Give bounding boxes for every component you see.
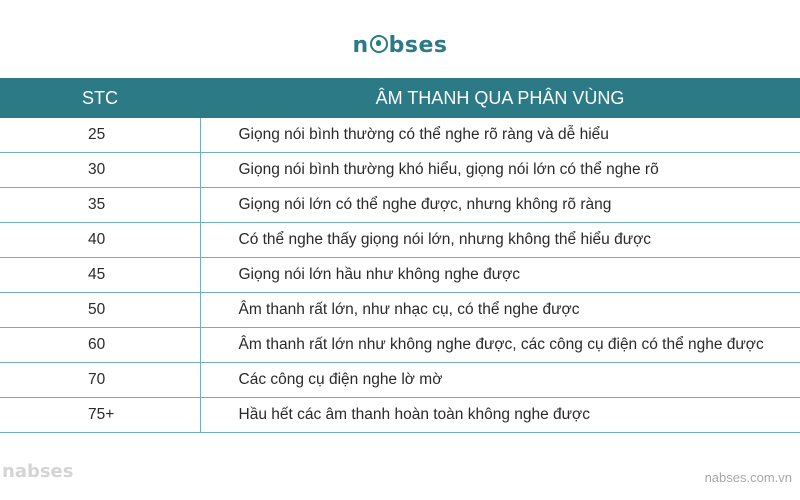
cell-stc: 45 (0, 258, 200, 293)
cell-stc: 30 (0, 153, 200, 188)
cell-description: Giọng nói bình thường khó hiểu, giọng nói lớn có thể nghe rõ (200, 153, 800, 188)
table-header (0, 78, 800, 118)
cell-stc: 75+ (0, 398, 200, 433)
table-row (0, 328, 800, 363)
cell-description: Có thể nghe thấy giọng nói lớn, nhưng không thể hiểu được (200, 223, 800, 258)
cell-description: Giọng nói bình thường có thể nghe rõ ràng và dễ hiểu (200, 118, 800, 153)
cell-stc: 25 (0, 118, 200, 153)
header-row (0, 78, 800, 118)
table-row (0, 363, 800, 398)
cell-stc: 40 (0, 223, 200, 258)
stc-table (0, 78, 800, 433)
watermark-logo: nabses (2, 461, 74, 482)
cell-stc: 60 (0, 328, 200, 363)
cell-description: Âm thanh rất lớn, như nhạc cụ, có thể nghe được (200, 293, 800, 328)
table-row (0, 398, 800, 433)
cell-stc: 70 (0, 363, 200, 398)
cell-description: Các công cụ điện nghe lờ mờ (200, 363, 800, 398)
table-body (0, 118, 800, 433)
cell-description: Âm thanh rất lớn như không nghe được, các công cụ điện có thể nghe được (200, 328, 800, 363)
header-description: ÂM THANH QUA PHÂN VÙNG (200, 78, 800, 118)
logo-text: n bses (352, 33, 448, 58)
cell-stc: 50 (0, 293, 200, 328)
table-row (0, 223, 800, 258)
brand-logo (0, 33, 800, 58)
table-row (0, 293, 800, 328)
logo-leaf-icon (370, 35, 388, 53)
cell-description: Hầu hết các âm thanh hoàn toàn không nghe được (200, 398, 800, 433)
table-row (0, 153, 800, 188)
cell-description: Giọng nói lớn hầu như không nghe được (200, 258, 800, 293)
stc-table-container (0, 78, 800, 433)
table-row (0, 258, 800, 293)
cell-stc: 35 (0, 188, 200, 223)
header-stc: STC (0, 78, 200, 118)
table-row (0, 118, 800, 153)
cell-description: Giọng nói lớn có thể nghe được, nhưng không rõ ràng (200, 188, 800, 223)
watermark-url: nabses.com.vn (704, 470, 792, 485)
table-row (0, 188, 800, 223)
